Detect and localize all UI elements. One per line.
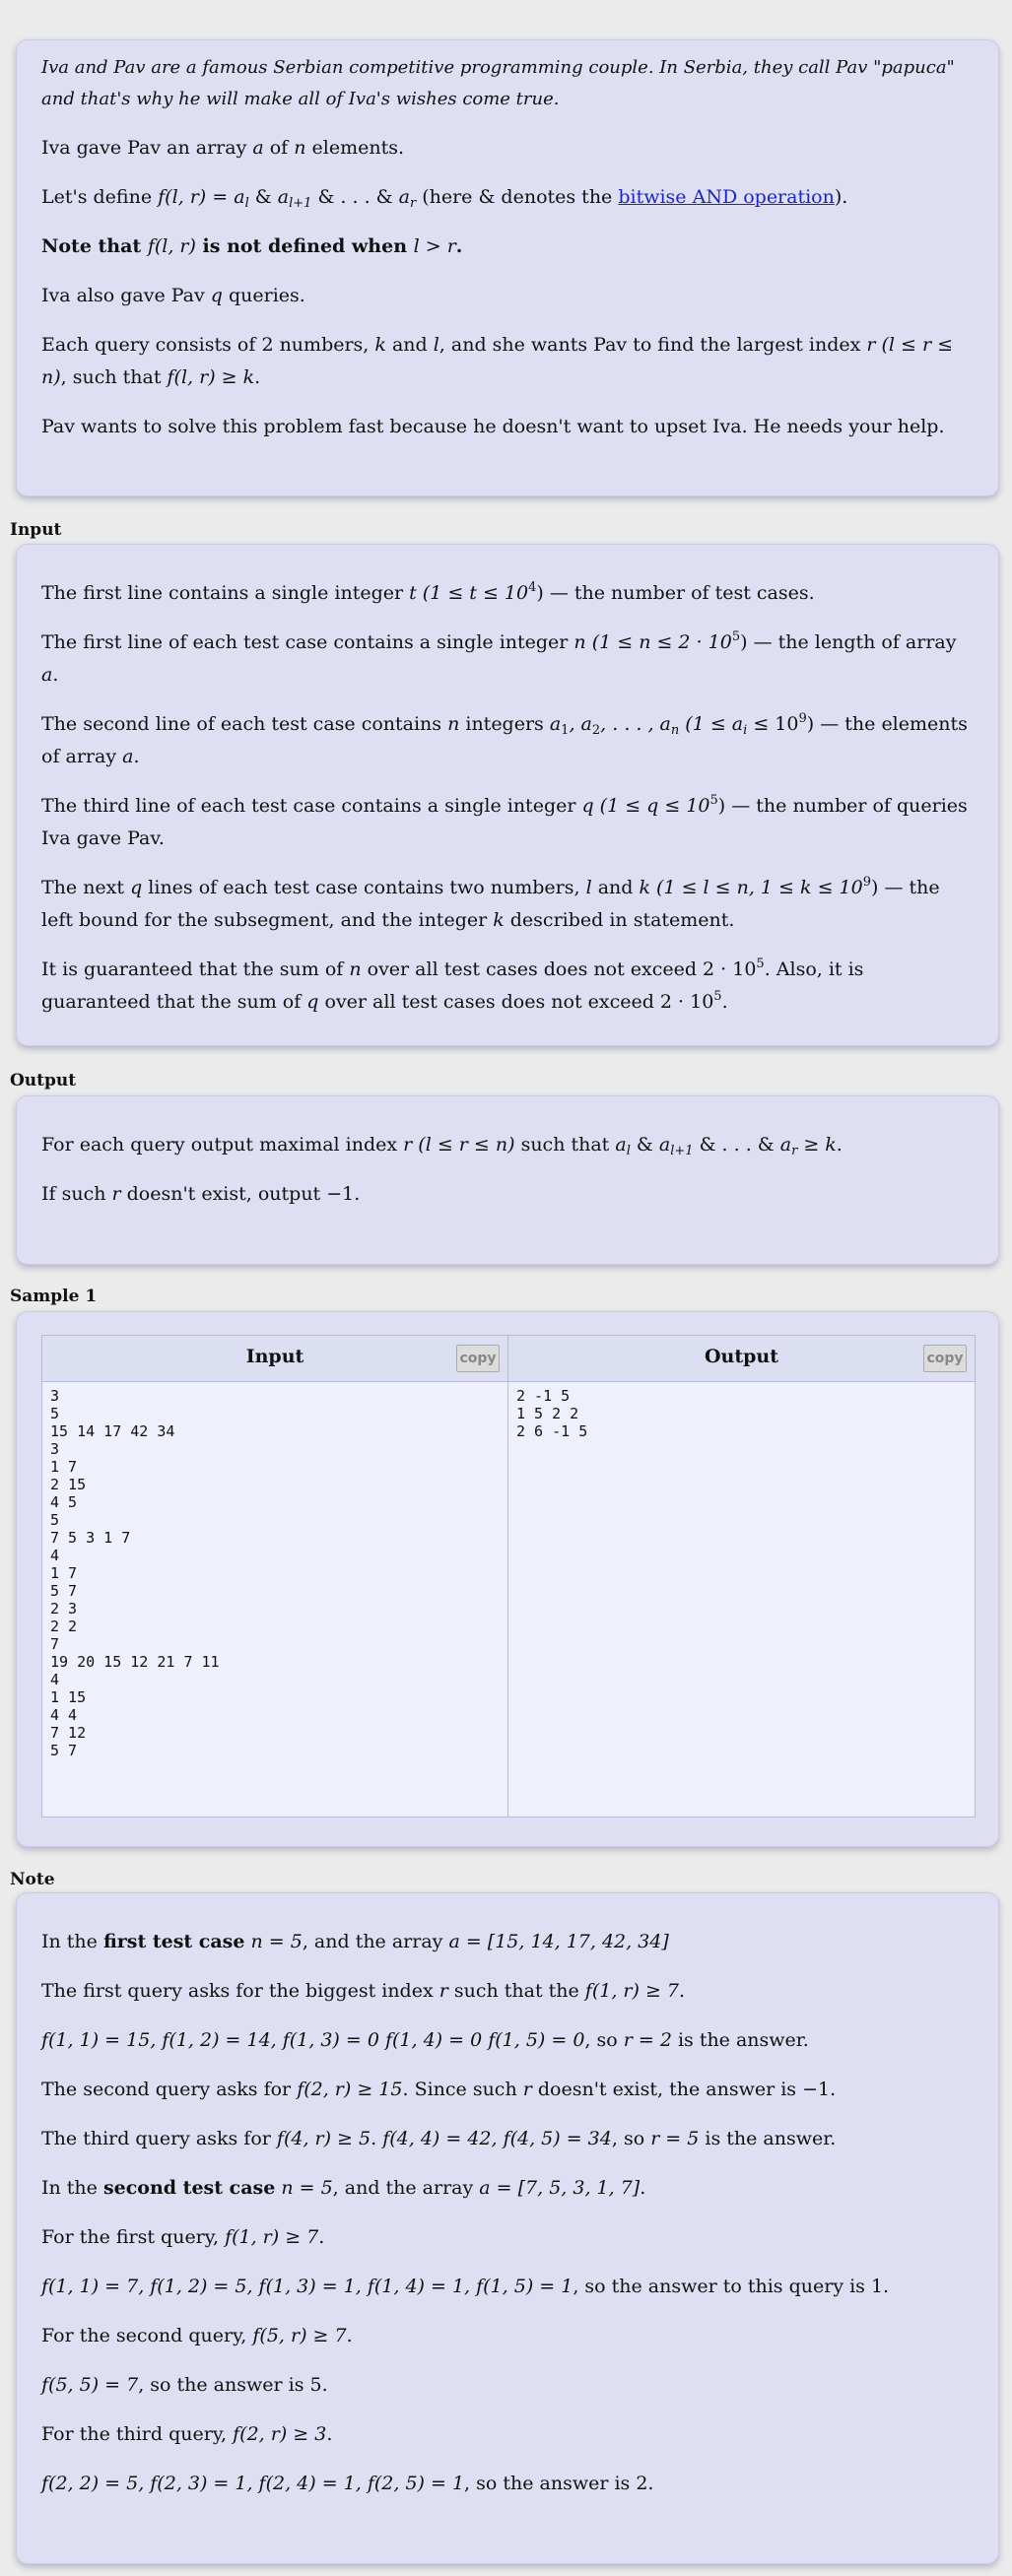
text: . — [354, 1183, 361, 1205]
math: q (1 ≤ q ≤ 10 — [581, 795, 710, 817]
math-amp: & — [636, 1134, 653, 1156]
text: In the — [41, 1931, 103, 1952]
math-dots: & . . . & — [699, 1134, 775, 1156]
math-a: a — [41, 664, 53, 686]
note-p9 — [41, 2320, 974, 2352]
input-p6 — [41, 954, 974, 1019]
math: f(2, 2) = 5, f(2, 3) = 1, f(2, 4) = 1, f(2, 5) = 1 — [41, 2473, 465, 2494]
math: a = [15, 14, 17, 42, 34] — [448, 1931, 669, 1952]
sample-table — [41, 1335, 976, 1817]
legend-definition: Let's define f(l, $r) = a_l$ & $a_{l+1}$ & . . . & $a_r$ (here & denotes the bitwise AND operation). — [41, 186, 848, 211]
text: , so — [611, 2128, 651, 2149]
text: . — [830, 2079, 837, 2100]
math-sup: 5 — [731, 629, 741, 644]
text: . — [455, 235, 463, 257]
math-r: r — [403, 1134, 413, 1156]
text: described in statement. — [504, 909, 735, 931]
sample-output-header-label: Output — [704, 1346, 779, 1367]
math-r-range: (l ≤ r ≤ n) — [418, 1134, 515, 1156]
note-p5 — [41, 2123, 974, 2155]
legend-note — [41, 231, 974, 263]
text: , so the answer is 5. — [138, 2374, 328, 2396]
math-sub: n — [670, 723, 680, 738]
note-p12 — [41, 2468, 974, 2500]
text: is the answer. — [699, 2128, 837, 2149]
text: queries. — [222, 285, 305, 306]
math: f(1, 1) = 7, f(1, 2) = 5, f(1, 3) = 1, f(1, 4) = 1, f(1, 5) = 1 — [41, 2276, 573, 2297]
output-section-title: Output — [10, 1071, 77, 1090]
text: , and she wants Pav to find the largest index — [439, 334, 867, 356]
text: — the elements of array — [41, 713, 968, 767]
math-dots: & . . . & — [317, 186, 393, 208]
math: ) — [536, 582, 544, 604]
math-amp: & — [254, 186, 272, 208]
text: of — [263, 137, 295, 159]
math: f(2, r) ≥ 15 — [297, 2079, 403, 2100]
text: — the length of array — [747, 631, 957, 653]
math: f(4, 4) = 42, f(4, 5) = 34 — [382, 2128, 612, 2149]
text: The first line of each test case contains a single integer — [41, 631, 574, 653]
copy-input-button[interactable]: copy — [456, 1345, 500, 1372]
text: doesn't exist, the answer is — [531, 2079, 803, 2100]
math-a: a — [252, 137, 264, 159]
sample-output-text[interactable]: 2 -1 5 1 5 2 2 2 6 -1 5 — [516, 1387, 588, 1440]
text: For each query output maximal index — [41, 1134, 404, 1156]
sample-input-header-label: Input — [245, 1346, 304, 1367]
sample-output-header — [508, 1336, 975, 1382]
text: second test case — [102, 2177, 276, 2199]
text: The next — [41, 877, 131, 898]
math-sub: r — [791, 1144, 798, 1158]
math: ) — [806, 713, 815, 735]
text: ). — [834, 186, 848, 208]
text: integers — [459, 713, 550, 735]
input-section-title: Input — [10, 520, 62, 540]
text: Iva gave Pav an array — [41, 137, 253, 159]
text: over all test cases does not exceed — [361, 958, 704, 980]
sample-section-title: Sample 1 — [10, 1287, 98, 1306]
math: (1 ≤ l ≤ n, 1 ≤ k ≤ 10 — [650, 877, 863, 898]
math: r = 2 — [623, 2029, 672, 2051]
text: elements. — [305, 137, 405, 159]
math-l: l — [585, 877, 592, 898]
text: first test case — [102, 1931, 245, 1952]
text: Note that — [41, 235, 148, 257]
math-sup: 5 — [709, 793, 718, 808]
math-sub: i — [743, 723, 748, 738]
math: ≤ 10 — [747, 713, 799, 735]
math-sup: 9 — [798, 711, 807, 726]
math-sub: l — [244, 196, 249, 211]
math-r: r — [439, 1980, 448, 2002]
math: ≥ — [797, 1134, 826, 1156]
note-p3 — [41, 2024, 974, 2057]
note-p4 — [41, 2074, 974, 2106]
math: f(5, 5) = 7 — [41, 2374, 139, 2396]
math: f(2, r) ≥ 3 — [233, 2423, 327, 2445]
math-l: l — [433, 334, 439, 356]
math-q: q — [306, 991, 319, 1013]
text: , so — [584, 2029, 624, 2051]
text: If such — [41, 1183, 112, 1205]
text: . — [52, 664, 59, 686]
math-sup: 5 — [713, 989, 722, 1004]
math-n: n — [294, 137, 306, 159]
text: . — [346, 2325, 353, 2346]
math: n = 5 — [250, 1931, 303, 1952]
text: is the answer. — [671, 2029, 809, 2051]
text: and — [591, 877, 640, 898]
math: (1 ≤ a — [679, 713, 744, 735]
text: over all test cases does not exceed — [318, 991, 660, 1013]
math-sup: 4 — [528, 580, 537, 595]
math-f-ge-k: f(l, r) ≥ k — [167, 366, 255, 388]
math-q: q — [210, 285, 223, 306]
input-p2 — [41, 627, 974, 692]
math: ) — [740, 631, 748, 653]
math-k: k — [639, 877, 650, 898]
math: f(1, r) ≥ 7 — [584, 1980, 679, 2002]
note-p1 — [41, 1926, 974, 1958]
note-section-title: Note — [10, 1870, 55, 1889]
output-p2 — [41, 1178, 974, 1211]
math-sub: l — [626, 1144, 631, 1158]
text: . — [836, 1134, 843, 1156]
math: n (1 ≤ n ≤ 2 · 10 — [573, 631, 732, 653]
output-p1: For each query output maximal index r (l ≤ r ≤ n) such that $a_l$ & $a_{l+1}$ & . . . & $a_r \ge k$. — [41, 1134, 843, 1158]
text: , and the array — [302, 1931, 449, 1952]
text: Each query consists of 2 numbers, — [41, 334, 375, 356]
math-k: k — [374, 334, 386, 356]
text: The third query asks for — [41, 2128, 277, 2149]
input-p3 — [41, 708, 974, 773]
text: (here — [416, 186, 479, 208]
note-p10 — [41, 2369, 974, 2402]
note-p11 — [41, 2418, 974, 2451]
text: . — [318, 2226, 325, 2248]
text: , so the answer to this query is 1. — [573, 2276, 890, 2297]
text: The first query asks for the biggest index — [41, 1980, 439, 2002]
input-p1 — [41, 577, 974, 610]
text: The second line of each test case contains — [41, 713, 448, 735]
text: . — [133, 746, 140, 767]
math-sub: 1 — [561, 723, 570, 738]
text: , and the array — [332, 2177, 480, 2199]
text: , so the answer is 2. — [464, 2473, 654, 2494]
math-f-def: f(l, r) = a — [158, 186, 245, 208]
math-sub: 2 — [591, 723, 601, 738]
text: Iva also gave Pav — [41, 285, 211, 306]
math-a: a — [122, 746, 134, 767]
note-card — [16, 1892, 999, 2564]
math: ) — [871, 877, 879, 898]
text: is not defined when — [195, 235, 414, 257]
math: f(4, r) ≥ 5 — [276, 2128, 371, 2149]
math-n: n — [349, 958, 362, 980]
math: −1 — [802, 2079, 831, 2100]
math: f(5, r) ≥ 7 — [252, 2325, 347, 2346]
math-sub: r — [409, 196, 417, 211]
math: , a — [569, 713, 592, 735]
legend-array — [41, 132, 974, 165]
math: f(1, r) ≥ 7 — [225, 2226, 319, 2248]
math-f: f(l, r) — [147, 235, 196, 257]
math-sub: l+1 — [670, 1144, 694, 1158]
text: . — [371, 2128, 383, 2149]
math-k: k — [825, 1134, 837, 1156]
legend-each-query — [41, 329, 974, 394]
bitwise-and-link[interactable]: bitwise AND operation — [618, 186, 835, 208]
sample-input-text[interactable]: 3 5 15 14 17 42 34 3 1 7 2 15 4 5 5 7 5 3 1 7 4 1 7 5 7 2 3 2 2 7 19 20 15 12 21 7 11 4 1 15 4 4 7 12 5 7 — [42, 1382, 508, 1816]
math-r: r — [522, 2079, 532, 2100]
text: For the first query, — [41, 2226, 226, 2248]
text: The third line of each test case contains a single integer — [41, 795, 582, 817]
math: , . . . , a — [600, 713, 671, 735]
text: For the second query, — [41, 2325, 253, 2346]
text: . — [679, 1980, 686, 2002]
note-p6 — [41, 2172, 974, 2205]
note-p7 — [41, 2221, 974, 2254]
math: 2 · 10 — [703, 958, 757, 980]
text: . — [326, 2423, 333, 2445]
text: — the number of queries Iva gave Pav. — [41, 795, 968, 849]
legend-fast — [41, 411, 974, 443]
text: . — [640, 2177, 646, 2199]
text: — the number of test cases. — [543, 582, 815, 604]
legend-card — [16, 39, 999, 496]
math: n = 5 — [281, 2177, 333, 2199]
text: denotes the — [495, 186, 619, 208]
text: It is guaranteed that the sum of — [41, 958, 350, 980]
math: f(1, 1) = 15, f(1, 2) = 14, f(1, 3) = 0 f(1, 4) = 0 f(1, 5) = 0 — [41, 2029, 585, 2051]
text: Pav wants to solve this problem fast because he doesn't want to upset Iva. He needs your help. — [41, 416, 945, 437]
text: and — [385, 334, 434, 356]
math-l-gt-r: l > r — [413, 235, 456, 257]
legend-intro-text: Iva and Pav are a famous Serbian competitive programming couple. In Serbia, they call Pav "papuca" and that's why he will make all of Iva's wishes come true. — [41, 57, 955, 109]
math-sup: 5 — [756, 957, 765, 971]
text: doesn't exist, output — [120, 1183, 327, 1205]
input-p5 — [41, 872, 974, 937]
text: . Since such — [402, 2079, 523, 2100]
math: −1 — [326, 1183, 355, 1205]
legend-intro — [41, 52, 974, 115]
text: For the third query, — [41, 2423, 234, 2445]
math-sub: l+1 — [289, 196, 312, 211]
text: such that — [514, 1134, 616, 1156]
legend-queries — [41, 280, 974, 312]
math: r = 5 — [650, 2128, 700, 2149]
math: a = [7, 5, 3, 1, 7] — [479, 2177, 641, 2199]
output-card — [16, 1095, 999, 1265]
math-n: n — [447, 713, 460, 735]
math-q: q — [130, 877, 143, 898]
input-card — [16, 544, 999, 1046]
math-r: r — [866, 334, 876, 356]
sample-input-header — [42, 1336, 508, 1382]
sample-card — [16, 1311, 999, 1847]
text: . Also, it is guaranteed that the sum of — [41, 958, 864, 1013]
math-r-range: (l ≤ r ≤ n) — [41, 334, 954, 388]
text: . — [254, 366, 261, 388]
text: such that the — [447, 1980, 585, 2002]
math-amp: & — [478, 186, 496, 208]
text: — the left bound for the subsegment, and the integer — [41, 877, 940, 931]
math: ) — [717, 795, 726, 817]
text: In the — [41, 2177, 103, 2199]
text: , such that — [60, 366, 168, 388]
note-p8 — [41, 2271, 974, 2303]
math-sup: 9 — [862, 875, 871, 890]
copy-output-button[interactable]: copy — [923, 1345, 967, 1372]
text: . — [721, 991, 728, 1013]
math: 2 · 10 — [659, 991, 714, 1013]
math: t (1 ≤ t ≤ 10 — [409, 582, 529, 604]
math-r: r — [111, 1183, 121, 1205]
text: The second query asks for — [41, 2079, 298, 2100]
input-p4 — [41, 790, 974, 855]
text: The first line contains a single integer — [41, 582, 410, 604]
text: lines of each test case contains two numbers, — [142, 877, 586, 898]
text: Let's define — [41, 186, 159, 208]
note-p2 — [41, 1975, 974, 2008]
math-k: k — [493, 909, 505, 931]
math: a — [549, 713, 562, 735]
